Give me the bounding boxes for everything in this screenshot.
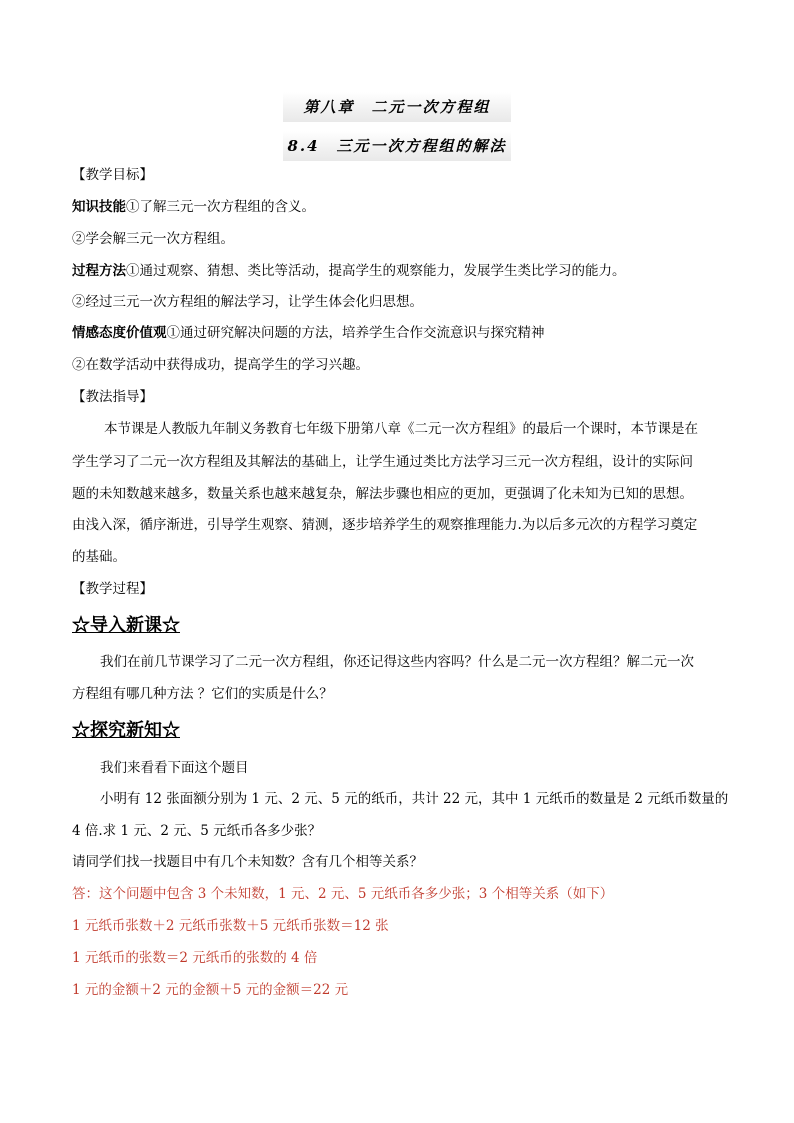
- attitude-text-1: ①通过研究解决问题的方法，培养学生合作交流意识与探究精神: [166, 325, 545, 341]
- guidance-line-1: 本节课是人教版九年制义务教育七年级下册第八章《二元一次方程组》的最后一个课时，本节课是在: [104, 421, 698, 437]
- explore-line-3: 4 倍.求 1 元、2 元、5 元纸币各多少张？: [72, 823, 322, 839]
- chapter-title: 第八章 二元一次方程组: [283, 92, 511, 122]
- process-line-2: ②经过三元一次方程组的解法学习，让学生体会化归思想。: [72, 294, 423, 310]
- explore-line-4: 请同学们找一找题目中有几个未知数？含有几个相等关系？: [72, 854, 423, 870]
- process-line-1: [72, 261, 722, 281]
- section-title: 8.4 三元一次方程组的解法: [283, 131, 511, 161]
- attitude-line-2: ②在数学活动中获得成功，提高学生的学习兴趣。: [72, 357, 369, 373]
- intro-line-2: 方程组有哪几种方法 ？它们的实质是什么？: [72, 686, 333, 702]
- process-heading: 【教学过程】: [72, 581, 153, 597]
- guidance-line-3: 题的未知数越来越多，数量关系也越来越复杂，解法步骤也相应的更加，更强调了化未知为已知的思想。: [72, 486, 693, 502]
- knowledge-line-1: [72, 197, 722, 217]
- explore-line-1: 我们来看看下面这个题目: [100, 760, 249, 776]
- answer-line-2: 1 元纸币张数＋2 元纸币张数＋5 元纸币张数＝12 张: [72, 918, 389, 934]
- answer-line-1: 答：这个问题中包含 3 个未知数，1 元、2 元、5 元纸币各多少张；3 个相等关系（如下）: [72, 886, 614, 902]
- intro-section-heading: ☆导入新课☆: [72, 615, 180, 636]
- guidance-heading: 【教法指导】: [72, 389, 153, 405]
- explore-section-heading: ☆探究新知☆: [72, 720, 180, 741]
- process-label: 过程方法: [72, 263, 126, 279]
- answer-line-4: 1 元的金额＋2 元的金额＋5 元的金额＝22 元: [72, 982, 349, 998]
- guidance-line-5: 的基础。: [72, 549, 126, 565]
- objectives-heading: 【教学目标】: [72, 167, 153, 183]
- knowledge-label: 知识技能: [72, 199, 126, 215]
- attitude-line-1: [72, 323, 722, 343]
- intro-line-1: 我们在前几节课学习了二元一次方程组，你还记得这些内容吗？什么是二元一次方程组？解二元一次: [100, 654, 694, 670]
- guidance-line-2: 学生学习了二元一次方程组及其解法的基础上，让学生通过类比方法学习三元一次方程组，设计的实际问: [72, 454, 693, 470]
- answer-line-3: 1 元纸币的张数＝2 元纸币的张数的 4 倍: [72, 950, 318, 966]
- guidance-line-4: 由浅入深，循序渐进，引导学生观察、猜测，逐步培养学生的观察推理能力.为以后多元次的方程学习奠定: [72, 517, 698, 533]
- knowledge-text-1: ①了解三元一次方程组的含义。: [126, 199, 315, 215]
- attitude-label: 情感态度价值观: [72, 325, 167, 341]
- explore-line-2: 小明有 12 张面额分别为 1 元、2 元、5 元的纸币，共计 22 元，其中 1 元纸币的数量是 2 元纸币数量的: [100, 791, 729, 807]
- process-text-1: ①通过观察、猜想、类比等活动，提高学生的观察能力，发展学生类比学习的能力。: [126, 263, 626, 279]
- knowledge-line-2: ②学会解三元一次方程组。: [72, 231, 234, 247]
